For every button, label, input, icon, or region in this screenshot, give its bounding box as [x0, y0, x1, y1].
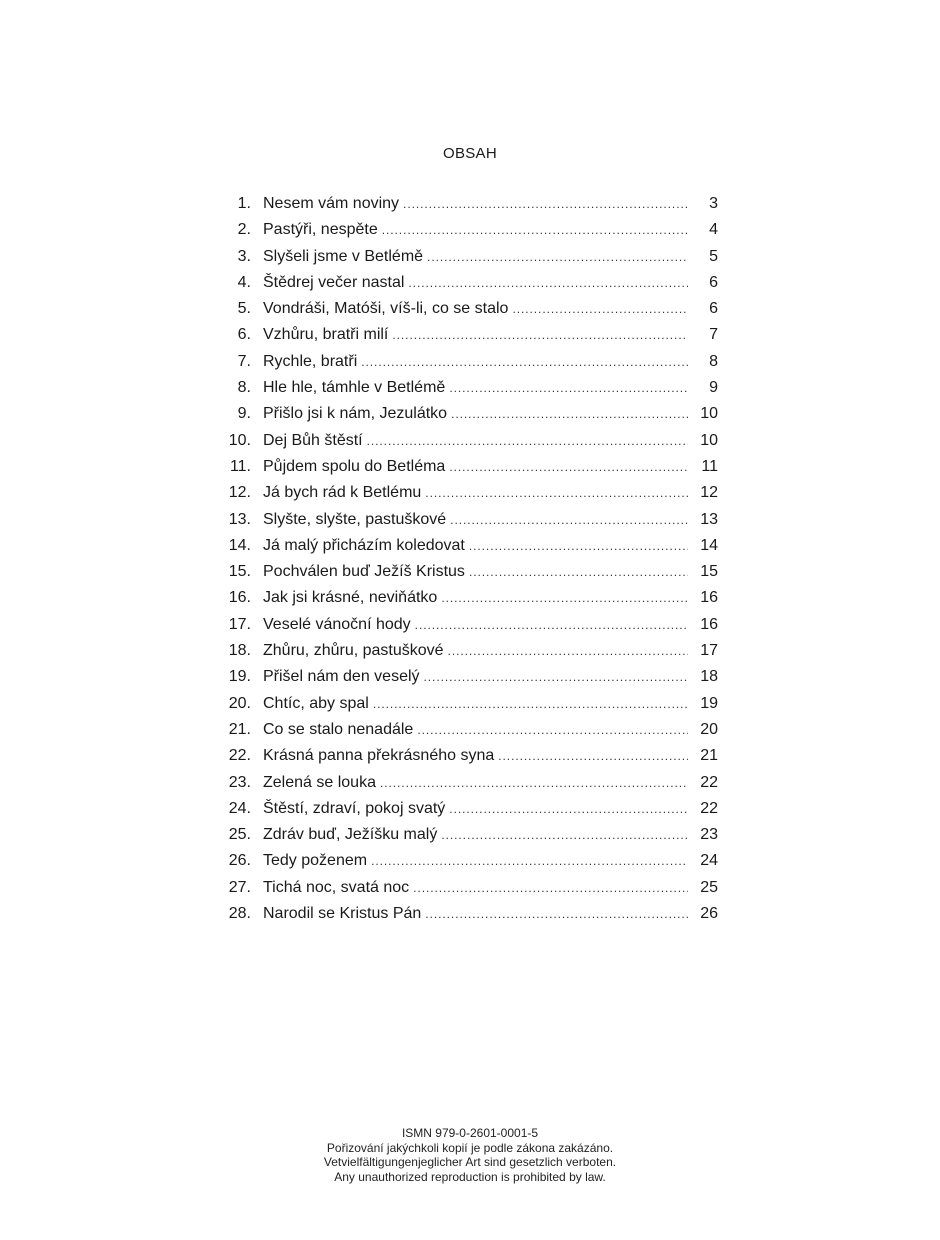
toc-number: 8. [237, 379, 251, 397]
toc-page-number: 26 [700, 905, 718, 923]
toc-title: Tedy poženem [263, 852, 368, 870]
toc-page-number: 7 [709, 326, 718, 344]
toc-page-number: 24 [700, 852, 718, 870]
toc-page-number: 17 [700, 642, 718, 660]
toc-title: Zelená se louka [263, 773, 376, 791]
dot-leader [448, 644, 688, 658]
toc-page-number: 16 [700, 615, 718, 633]
dot-leader [413, 881, 688, 895]
toc-row [222, 774, 718, 800]
toc-title: Jak jsi krásné, neviňátko [263, 589, 438, 607]
toc-number: 23. [228, 773, 251, 791]
dot-leader [373, 697, 688, 711]
copyright-notice-en: Any unauthorized reproduction is prohibited by law. [334, 1169, 606, 1184]
dot-leader [449, 381, 688, 395]
toc-number: 11. [229, 457, 251, 475]
toc-title: Zhůru, zhůru, pastuškové [263, 642, 444, 660]
toc-page-number: 13 [700, 510, 718, 528]
toc-title: Narodil se Kristus Pán [263, 905, 422, 923]
toc-title: Přišlo jsi k nám, Jezulátko [263, 405, 448, 423]
toc-row [222, 379, 718, 405]
toc-row [222, 432, 718, 458]
toc-row [222, 800, 718, 826]
toc-page-number: 14 [700, 536, 718, 554]
dot-leader [380, 776, 688, 790]
toc-page-number: 15 [700, 563, 718, 581]
toc-number: 22. [228, 747, 251, 765]
toc-row [222, 300, 718, 326]
toc-title: Nesem vám noviny [263, 195, 400, 212]
toc-number: 14. [228, 536, 251, 554]
toc-number: 1. [237, 195, 251, 212]
toc-title: Dej Bůh štěstí [263, 431, 363, 449]
toc-page-number: 10 [700, 431, 718, 449]
toc-title: Rychle, bratři [263, 352, 358, 370]
dot-leader [382, 223, 688, 237]
dot-leader [441, 828, 688, 842]
toc-title: Slyšeli jsme v Betlémě [263, 247, 424, 265]
toc-page-number: 6 [709, 273, 718, 291]
toc-page-number: 3 [709, 195, 718, 212]
toc-title: Chtíc, aby spal [263, 694, 369, 712]
dot-leader [512, 302, 688, 316]
toc-page-number: 5 [709, 247, 718, 265]
toc-page-number: 21 [700, 747, 718, 765]
dot-leader [451, 407, 688, 421]
toc-number: 18. [228, 642, 251, 660]
dot-leader [469, 565, 688, 579]
toc-page-number: 22 [700, 773, 718, 791]
toc-title: Veselé vánoční hody [263, 615, 411, 633]
toc-number: 25. [228, 826, 251, 844]
dot-leader [371, 854, 688, 868]
toc-number: 13. [228, 510, 251, 528]
toc-row [222, 484, 718, 510]
dot-leader [450, 513, 688, 527]
toc-title: Pochválen buď Ježíš Kristus [263, 563, 465, 581]
toc-row [222, 616, 718, 642]
toc-title: Vzhůru, bratři milí [263, 326, 389, 344]
toc-number: 16. [228, 589, 251, 607]
footer [0, 1126, 940, 1184]
toc-title: Tichá noc, svatá noc [263, 878, 410, 896]
dot-leader [427, 250, 688, 264]
page-title: OBSAH [442, 145, 497, 162]
dot-leader [425, 486, 688, 500]
toc-number: 7. [237, 352, 251, 370]
dot-leader [367, 434, 688, 448]
toc-title: Krásná panna překrásného syna [263, 747, 495, 765]
toc-row [222, 826, 718, 852]
toc-page-number: 23 [700, 826, 718, 844]
toc-number: 6. [237, 326, 251, 344]
dot-leader [469, 539, 688, 553]
toc-page-number: 9 [709, 379, 718, 397]
dot-leader [449, 460, 688, 474]
toc-row [222, 195, 718, 221]
toc-row [222, 905, 718, 931]
toc-number: 27. [228, 878, 251, 896]
toc-number: 17. [228, 615, 251, 633]
toc-row [222, 326, 718, 352]
toc-number: 21. [228, 720, 251, 738]
dot-leader [498, 749, 688, 763]
dot-leader [403, 197, 688, 211]
dot-leader [361, 355, 688, 369]
toc-title: Přišel nám den veselý [263, 668, 420, 686]
toc-title: Já malý přicházím koledovat [263, 536, 465, 554]
toc-title: Hle hle, támhle v Betlémě [263, 379, 446, 397]
dot-leader [408, 276, 688, 290]
toc-page-number: 20 [700, 720, 718, 738]
toc-page-number: 22 [700, 799, 718, 817]
toc-number: 20. [228, 694, 251, 712]
toc-page-number: 25 [700, 878, 718, 896]
toc-title: Já bych rád k Betlému [263, 484, 422, 502]
toc-number: 5. [237, 300, 251, 318]
ismn-text: ISMN 979-0-2601-0001-5 [401, 1126, 539, 1140]
toc-number: 24. [228, 799, 251, 817]
toc-page-number: 19 [700, 694, 718, 712]
toc-page-number: 6 [709, 300, 718, 318]
toc-row [222, 721, 718, 747]
toc-row [222, 642, 718, 668]
toc-row [222, 668, 718, 694]
toc-title: Štědrej večer nastal [263, 273, 405, 291]
toc-row [222, 563, 718, 589]
toc-page-number: 16 [700, 589, 718, 607]
toc-row [222, 537, 718, 563]
toc-page-number: 11 [701, 457, 718, 475]
dot-leader [425, 907, 688, 921]
dot-leader [441, 591, 688, 605]
table-of-contents [222, 195, 718, 931]
copyright-notice-de: Vetvielfältigungenjeglicher Art sind gesetzlich verboten. [323, 1155, 617, 1169]
dot-leader [424, 670, 688, 684]
toc-row [222, 248, 718, 274]
toc-number: 28. [228, 905, 251, 923]
toc-number: 15. [228, 563, 251, 581]
toc-row [222, 695, 718, 721]
toc-number: 2. [237, 221, 251, 239]
toc-row [222, 458, 718, 484]
toc-number: 4. [237, 273, 251, 291]
toc-row [222, 405, 718, 431]
toc-title: Pastýři, nespěte [263, 221, 378, 239]
toc-page-number: 4 [709, 221, 718, 239]
toc-number: 9. [237, 405, 251, 423]
dot-leader [415, 618, 688, 632]
toc-title: Zdráv buď, Ježíšku malý [263, 826, 438, 844]
toc-row [222, 511, 718, 537]
dot-leader [392, 328, 688, 342]
toc-page-number: 10 [700, 405, 718, 423]
toc-page-number: 12 [700, 484, 718, 502]
toc-title: Vondráši, Matóši, víš-li, co se stalo [263, 300, 509, 318]
toc-row [222, 221, 718, 247]
toc-title: Půjdem spolu do Betléma [263, 457, 446, 475]
toc-number: 12. [228, 484, 251, 502]
toc-page-number: 8 [709, 352, 718, 370]
toc-row [222, 353, 718, 379]
toc-title: Slyšte, slyšte, pastuškové [263, 510, 447, 528]
toc-number: 3. [237, 247, 251, 265]
dot-leader [417, 723, 688, 737]
toc-title: Štěstí, zdraví, pokoj svatý [263, 799, 446, 817]
toc-number: 26. [228, 852, 251, 870]
toc-number: 19. [228, 668, 251, 686]
toc-row [222, 879, 718, 905]
toc-row [222, 747, 718, 773]
copyright-notice-cs: Pořizování jakýchkoli kopií je podle zákona zakázáno. [326, 1140, 614, 1155]
toc-title: Co se stalo nenadále [263, 720, 414, 738]
dot-leader [449, 802, 688, 816]
toc-number: 10. [228, 431, 251, 449]
toc-row [222, 589, 718, 615]
toc-row [222, 274, 718, 300]
toc-row [222, 852, 718, 878]
toc-page-number: 18 [700, 668, 718, 686]
